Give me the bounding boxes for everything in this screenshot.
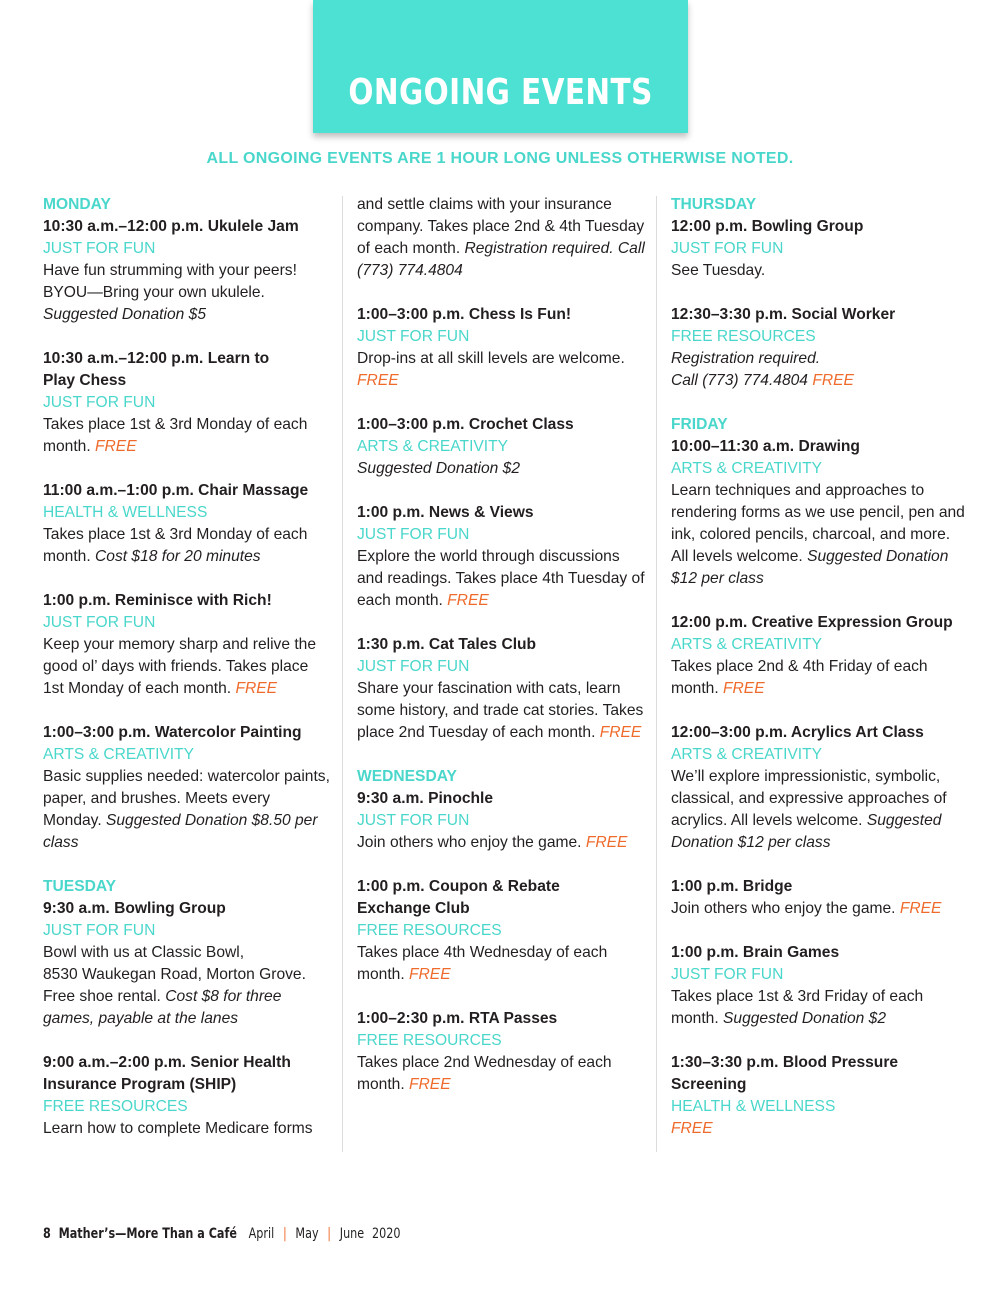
event-title: 1:00 p.m. Reminisce with Rich! xyxy=(43,592,272,609)
event-item xyxy=(43,348,333,458)
column-divider xyxy=(342,196,343,1152)
event-category: HEALTH & WELLNESS xyxy=(671,1098,836,1115)
event-description xyxy=(43,1118,333,1140)
footer-month: April xyxy=(248,1226,275,1242)
event-description xyxy=(671,480,966,590)
description-text: Takes place 4th Wednesday of each month. xyxy=(357,944,608,983)
description-note: Suggested Donation $2 xyxy=(357,460,520,477)
description-text: BYOU—Bring your own ukulele. xyxy=(43,284,265,301)
event-item xyxy=(671,216,966,282)
event-category: HEALTH & WELLNESS xyxy=(43,504,208,521)
description-text: Takes place 2nd Wednesday of each month. xyxy=(357,1054,612,1093)
event-description xyxy=(43,260,333,326)
description-text: Join others who enjoy the game. xyxy=(671,900,900,917)
event-item xyxy=(357,634,647,744)
free-label: FREE xyxy=(357,372,399,389)
publication-name: Mather’s—More Than a Café xyxy=(58,1226,237,1242)
free-label: FREE xyxy=(812,372,854,389)
event-item xyxy=(43,898,333,1030)
event-description xyxy=(357,1052,647,1096)
event-category: FREE RESOURCES xyxy=(357,922,502,939)
event-category: FREE RESOURCES xyxy=(671,328,816,345)
footer-separator: | xyxy=(327,1226,332,1242)
description-note: Registration required. Call (773) 774.4804 xyxy=(357,240,645,279)
event-category: JUST FOR FUN xyxy=(43,394,156,411)
description-text: Explore the world through discussions and readings. Takes place 4th Tuesday of each month. xyxy=(357,548,645,609)
events-column-3 xyxy=(671,194,966,1162)
description-text: We’ll explore impressionistic, symbolic, classical, and expressive approaches of acrylics. All levels welcome. xyxy=(671,768,947,829)
event-title: 1:00–2:30 p.m. RTA Passes xyxy=(357,1010,558,1027)
free-label: FREE xyxy=(671,1120,713,1137)
event-item xyxy=(357,304,647,392)
event-description xyxy=(357,942,647,986)
free-label: FREE xyxy=(585,834,628,851)
event-description xyxy=(357,458,647,480)
day-heading: THURSDAY xyxy=(671,196,757,213)
event-description xyxy=(671,986,966,1030)
description-text: Share your fascination with cats, learn some history, and trade cat stories. Takes place 2nd Tuesday of each month. xyxy=(357,680,644,741)
event-description xyxy=(43,634,333,700)
event-item xyxy=(671,436,966,590)
description-note: Cost $8 for three games, payable at the lanes xyxy=(43,988,282,1027)
free-label: FREE xyxy=(723,680,765,697)
day-heading: MONDAY xyxy=(43,196,111,213)
event-item xyxy=(357,502,647,612)
subheading: ALL ONGOING EVENTS ARE 1 HOUR LONG UNLESS OTHERWISE NOTED. xyxy=(206,150,794,167)
description-note: Suggested Donation $12 per class xyxy=(671,548,949,587)
event-item xyxy=(671,1052,966,1140)
event-item xyxy=(671,722,966,854)
event-title: 1:30 p.m. Cat Tales Club xyxy=(357,636,537,653)
description-text: Takes place 1st & 3rd Monday of each month. xyxy=(43,526,308,565)
event-description xyxy=(357,546,647,612)
description-note: Suggested Donation $5 xyxy=(43,306,206,323)
description-text: Basic supplies needed: watercolor paints, paper, and brushes. Meets every Monday. xyxy=(43,768,330,829)
event-title: 10:30 a.m.–12:00 p.m. Ukulele Jam xyxy=(43,218,299,235)
event-description xyxy=(43,414,333,458)
event-description xyxy=(357,832,647,854)
event-title: 1:30–3:30 p.m. Blood Pressure xyxy=(671,1054,899,1071)
description-text: Takes place 2nd & 4th Friday of each month. xyxy=(671,658,928,697)
page-number: 8 xyxy=(43,1226,51,1242)
event-category: ARTS & CREATIVITY xyxy=(357,438,509,455)
page-footer xyxy=(43,1226,400,1242)
event-title: 1:00 p.m. Bridge xyxy=(671,878,793,895)
description-text: Takes place 1st & 3rd Monday of each month. xyxy=(43,416,308,455)
event-title: 12:00 p.m. Bowling Group xyxy=(671,218,864,235)
description-note: Suggested Donation $12 per class xyxy=(671,812,942,851)
event-description xyxy=(671,260,966,282)
day-heading: WEDNESDAY xyxy=(357,768,457,785)
description-note: Cost $18 for 20 minutes xyxy=(95,548,261,565)
description-text: Keep your memory sharp and relive the good ol’ days with friends. Takes place 1st Monday of each month. xyxy=(43,636,317,697)
footer-separator: | xyxy=(282,1226,287,1242)
event-description xyxy=(671,766,966,854)
event-title: 1:00–3:00 p.m. Chess Is Fun! xyxy=(357,306,572,323)
event-item xyxy=(357,788,647,854)
description-note: Suggested Donation $2 xyxy=(723,1010,887,1027)
description-text: and settle claims with your insurance company. Takes place 2nd & 4th Tuesday of each month. xyxy=(357,196,645,257)
day-heading: TUESDAY xyxy=(43,878,117,895)
description-text: Learn techniques and approaches to rendering forms as we use pencil, pen and ink, colored pencils, charcoal, and more. All levels welcome. xyxy=(671,482,965,565)
event-title: 12:00–3:00 p.m. Acrylics Art Class xyxy=(671,724,924,741)
event-category: JUST FOR FUN xyxy=(43,614,156,631)
event-title: 12:30–3:30 p.m. Social Worker xyxy=(671,306,896,323)
event-title: 1:00–3:00 p.m. Watercolor Painting xyxy=(43,724,302,741)
event-item xyxy=(43,1052,333,1140)
footer-month: June xyxy=(339,1226,365,1242)
event-item xyxy=(43,722,333,854)
event-category: ARTS & CREATIVITY xyxy=(671,460,823,477)
free-label: FREE xyxy=(409,966,451,983)
event-title: Exchange Club xyxy=(357,900,470,917)
column-divider xyxy=(656,196,657,1152)
event-item xyxy=(43,216,333,326)
description-text: Join others who enjoy the game. xyxy=(357,834,586,851)
event-title: 9:30 a.m. Bowling Group xyxy=(43,900,226,917)
event-title: Insurance Program (SHIP) xyxy=(43,1076,237,1093)
event-category: JUST FOR FUN xyxy=(357,526,470,543)
event-title: 1:00–3:00 p.m. Crochet Class xyxy=(357,416,574,433)
event-title: 10:30 a.m.–12:00 p.m. Learn to xyxy=(43,350,270,367)
event-description xyxy=(357,678,647,744)
event-category: JUST FOR FUN xyxy=(357,328,470,345)
free-label: FREE xyxy=(409,1076,451,1093)
description-text: Bowl with us at Classic Bowl, xyxy=(43,944,245,961)
event-title: 9:00 a.m.–2:00 p.m. Senior Health xyxy=(43,1054,291,1071)
event-title: Play Chess xyxy=(43,372,127,389)
event-title: 9:30 a.m. Pinochle xyxy=(357,790,494,807)
day-heading: FRIDAY xyxy=(671,416,728,433)
description-text: Have fun strumming with your peers! xyxy=(43,262,297,279)
free-label: FREE xyxy=(599,724,642,741)
event-item xyxy=(357,1008,647,1096)
description-note: Registration required. xyxy=(671,350,821,367)
event-title: 11:00 a.m.–1:00 p.m. Chair Massage xyxy=(43,482,309,499)
free-label: FREE xyxy=(899,900,942,917)
event-description xyxy=(671,1118,966,1140)
free-label: FREE xyxy=(447,592,489,609)
event-title: 1:00 p.m. News & Views xyxy=(357,504,534,521)
events-column-1 xyxy=(43,194,333,1162)
description-note: Suggested Donation $8.50 per class xyxy=(43,812,318,851)
footer-month: May xyxy=(295,1226,319,1242)
event-description xyxy=(671,898,966,920)
event-title: 1:00 p.m. Coupon & Rebate xyxy=(357,878,560,895)
event-title: 1:00 p.m. Brain Games xyxy=(671,944,840,961)
description-text: See Tuesday. xyxy=(671,262,766,279)
event-category: JUST FOR FUN xyxy=(357,658,470,675)
event-item xyxy=(671,304,966,392)
event-category: JUST FOR FUN xyxy=(671,240,784,257)
event-item xyxy=(671,612,966,700)
event-title: Screening xyxy=(671,1076,747,1093)
event-category: ARTS & CREATIVITY xyxy=(43,746,195,763)
event-title: 10:00–11:30 a.m. Drawing xyxy=(671,438,860,455)
event-category: JUST FOR FUN xyxy=(357,812,470,829)
event-description xyxy=(43,942,333,1030)
events-column-2 xyxy=(357,194,647,1118)
description-note: Call (773) 774.4804 xyxy=(671,372,813,389)
footer-year: 2020 xyxy=(371,1226,401,1242)
event-category: ARTS & CREATIVITY xyxy=(671,746,823,763)
event-description xyxy=(357,348,647,392)
event-category: FREE RESOURCES xyxy=(357,1032,502,1049)
description-text: Drop-ins at all skill levels are welcome. xyxy=(357,350,625,367)
page-title: ONGOING EVENTS xyxy=(348,72,653,113)
event-item xyxy=(357,414,647,480)
description-text: Learn how to complete Medicare forms xyxy=(43,1120,313,1137)
event-description xyxy=(43,766,333,854)
description-text: 8530 Waukegan Road, Morton Grove. Free shoe rental. xyxy=(43,966,306,1005)
event-item xyxy=(357,876,647,986)
event-category: ARTS & CREATIVITY xyxy=(671,636,823,653)
event-category: JUST FOR FUN xyxy=(43,922,156,939)
event-category: JUST FOR FUN xyxy=(671,966,784,983)
event-description xyxy=(43,524,333,568)
event-description-continued xyxy=(357,194,647,282)
free-label: FREE xyxy=(95,438,137,455)
event-description xyxy=(671,348,966,392)
event-item xyxy=(43,480,333,568)
event-category: JUST FOR FUN xyxy=(43,240,156,257)
event-category: FREE RESOURCES xyxy=(43,1098,188,1115)
title-banner xyxy=(313,0,688,133)
free-label: FREE xyxy=(235,680,278,697)
event-item xyxy=(43,590,333,700)
event-item xyxy=(671,876,966,920)
description-text: Takes place 1st & 3rd Friday of each month. xyxy=(671,988,924,1027)
event-description xyxy=(671,656,966,700)
event-item xyxy=(671,942,966,1030)
event-title: 12:00 p.m. Creative Expression Group xyxy=(671,614,953,631)
